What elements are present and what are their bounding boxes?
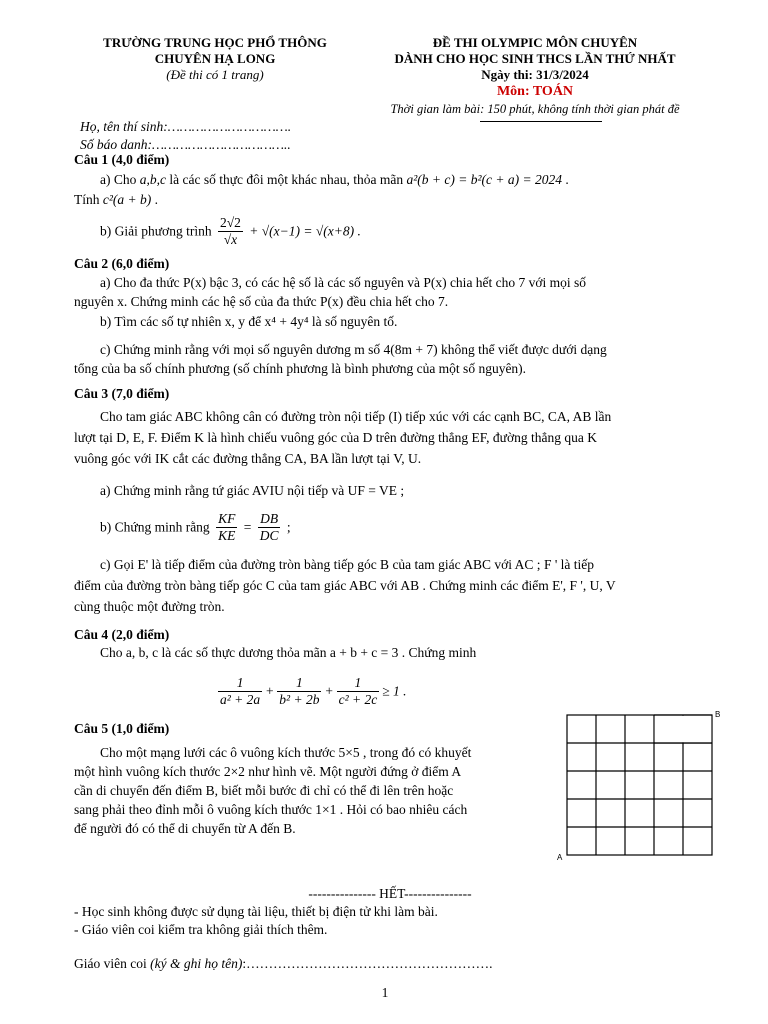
q3-b-frac-db-dc: $\frac{DB}{DC}$ (259, 511, 279, 543)
q5-line3: cần di chuyển đến điểm B, biết mỗi bước đi chỉ có thể đi lên trên hoặc (74, 783, 454, 798)
proctor-line: Giáo viên coi (ký & ghi họ tên):………………………………………………. (74, 956, 493, 971)
q3-c-line2: điểm của đường tròn bàng tiếp góc C của tam giác ABC với AB . Chứng minh các điểm E', F ', U, V (74, 578, 616, 593)
missing-square (655, 716, 711, 743)
point-a-label: A (557, 853, 563, 862)
q3-b-frac-kf-ke: $\frac{KF}{KE}$ (218, 511, 236, 543)
school-name-line1: TRƯỜNG TRUNG HỌC PHỔ THÔNG (103, 35, 327, 50)
q5-line2: một hình vuông kích thước 2×2 như hình vẽ. Một người đứng ở điểm A (74, 764, 462, 779)
q2-c-line1: c) Chứng minh rằng với mọi số nguyên dương m số 4(8m + 7) không thể viết được dưới dạng (100, 342, 607, 357)
q3-c-line1: c) Gọi E' là tiếp điểm của đường tròn bàng tiếp góc B của tam giác ABC với AC ; F ' là tiếp (100, 557, 594, 572)
q5-title: Câu 5 (1,0 điểm) (74, 721, 170, 736)
school-name-line2: CHUYÊN HẠ LONG (154, 51, 276, 66)
q2-a-line1: a) Cho đa thức P(x) bậc 3, có các hệ số là các số nguyên và P(x) chia hết cho 7 với mọi số (100, 275, 587, 290)
q4-title: Câu 4 (2,0 điểm) (74, 627, 170, 642)
q1-title: Câu 1 (4,0 điểm) (74, 152, 170, 167)
q3-b-line: b) Chứng minh rằng $\frac{KF}{KE}$ = $\frac{DB}{DC}$ ; (100, 511, 291, 543)
q5-line4: sang phải theo đỉnh mỗi ô vuông kích thước 1×1 . Hỏi có bao nhiêu cách (74, 802, 468, 817)
header-underline (480, 121, 602, 122)
q3-intro-line2: lượt tại D, E, F. Điểm K là hình chiếu vuông góc của D trên đường thẳng EF, đường thẳng qua K (74, 430, 597, 445)
q3-intro-line1: Cho tam giác ABC không cân có đường tròn nội tiếp (I) tiếp xúc với các cạnh BC, CA, AB lần (100, 409, 612, 424)
q2-a-line2: nguyên x. Chứng minh các hệ số của đa thức P(x) đều chia hết cho 7. (74, 294, 449, 309)
q3-c-line3: cùng thuộc một đường tròn. (74, 599, 225, 614)
exam-title-line1: ĐỀ THI OLYMPIC MÔN CHUYÊN (432, 35, 638, 50)
q1-b-line: b) Giải phương trình $\frac{2√2}{√x}$ + √(x−1) = √(x+8) . (100, 215, 361, 247)
q4-inequality: $\frac{1}{\text{a² + 2a}}$ + $\frac{1}{\text{b² + 2b}}$ + $\frac{1}{\text{c² + 2c}}$ ≥ 1 . (220, 675, 407, 707)
pages-note: (Đề thi có 1 trang) (166, 67, 264, 82)
q2-c-line2: tổng của ba số chính phương (số chính phương là bình phương của một số nguyên). (74, 361, 527, 376)
q1-a-compute: Tính c²(a + b) . (74, 192, 159, 207)
q3-intro-line3: vuông góc với IK cắt các đường thẳng CA, BA lần lượt tại V, U. (74, 451, 422, 466)
grid-figure (555, 705, 730, 865)
candidate-id-label: Số báo danh:…………………………….. (80, 137, 291, 152)
candidate-name-label: Họ, tên thí sinh:…………………………. (80, 119, 292, 134)
subject-label: Môn: TOÁN (496, 84, 574, 99)
q2-b-line: b) Tìm các số tự nhiên x, y để x⁴ + 4y⁴ là số nguyên tố. (100, 314, 398, 329)
q4-line: Cho a, b, c là các số thực dương thỏa mãn a + b + c = 3 . Chứng minh (100, 645, 477, 660)
q5-line1: Cho một mạng lưới các ô vuông kích thước 5×5 , trong đó có khuyết (100, 745, 472, 760)
q5-line5: để người đó có thể di chuyển từ A đến B. (74, 821, 296, 836)
page-number: 1 (381, 985, 389, 1000)
exam-date: Ngày thi: 31/3/2024 (481, 67, 589, 82)
time-note: Thời gian làm bài: 150 phút, không tính thời gian phát đề (390, 102, 680, 116)
q2-title: Câu 2 (6,0 điểm) (74, 256, 170, 271)
q1-b-fraction: $\frac{2√2}{√x}$ (219, 215, 241, 247)
footer-note2: - Giáo viên coi kiểm tra không giải thích thêm. (74, 922, 328, 937)
footer-note1: - Học sinh không được sử dụng tài liệu, thiết bị điện tử khi làm bài. (74, 904, 438, 919)
q3-title: Câu 3 (7,0 điểm) (74, 386, 170, 401)
exam-title-line2: DÀNH CHO HỌC SINH THCS LẦN THỨ NHẤT (394, 51, 676, 66)
point-b-label: B (715, 710, 721, 719)
end-mark: --------------- HẾT--------------- (308, 886, 472, 901)
q3-a-line: a) Chứng minh rằng tứ giác AVIU nội tiếp và UF = VE ; (100, 483, 405, 498)
q1-a-line: a) Cho a,b,c là các số thực đôi một khác nhau, thỏa mãn a²(b + c) = b²(c + a) = 2024 . (100, 172, 569, 187)
